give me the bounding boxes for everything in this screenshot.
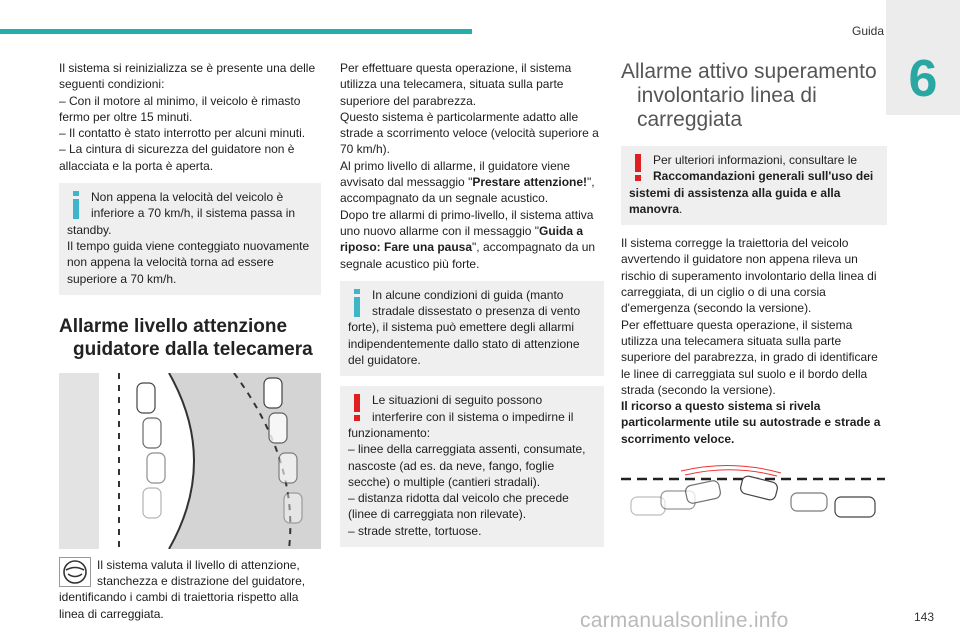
chapter-tab bbox=[886, 0, 960, 115]
message-label: Guida a riposo: Fare una pausa bbox=[340, 223, 584, 255]
reset-condition: – Il contatto è stato interrotto per alcuni minuti. bbox=[59, 126, 306, 141]
info-icon bbox=[69, 191, 83, 219]
paragraph: Dopo tre allarmi di primo-livello, il sistema attiva uno nuovo allarme con il messaggio "Guida a riposo: Fare una pausa", accompagnato da un segnale acustico più forte. bbox=[340, 207, 596, 271]
reset-condition: – La cintura di sicurezza del guidatore non è allacciata e la porta è aperta. bbox=[59, 142, 295, 173]
driver-attention-illustration bbox=[59, 373, 321, 549]
attention-description: Il sistema valuta il livello di attenzione, stanchezza e distrazione del guidatore, identificando i cambi di traiettoria rispetto alla linea di carreggiata. bbox=[59, 557, 306, 621]
paragraph: Il sistema corregge la traiettoria del veicolo avvertendo il guidatore non appena rileva un rischio di superamento involontario della linea di carreggiata, di un ciglio o di una corsia d'emergenza (secondo la versione). bbox=[621, 236, 877, 316]
section-heading: Allarme livello attenzione guidatore dalla telecamera bbox=[59, 315, 313, 360]
warning-icon bbox=[631, 154, 645, 182]
section-heading: Allarme attivo superamento involontario linea di carreggiata bbox=[621, 60, 877, 131]
message-label: Prestare attenzione! bbox=[472, 175, 588, 190]
warning-text: Per ulteriori informazioni, consultare le Raccomandazioni generali sull'uso dei sistemi di assistenza alla guida e alla manovra. bbox=[629, 153, 874, 216]
warning-box bbox=[621, 146, 887, 225]
driver-attention-icon bbox=[59, 557, 91, 587]
paragraph: Il ricorso a questo sistema si rivela particolarmente utile su autostrade e strade a scorrimento veloce. bbox=[621, 399, 881, 446]
warning-item: – distanza ridotta dal veicolo che precede (linee di carreggiata non rilevate). bbox=[348, 491, 569, 522]
paragraph: Al primo livello di allarme, il guidatore viene avvisato dal messaggio "Prestare attenzione!", accompagnato da un segnale acustico. bbox=[340, 158, 595, 206]
info-box bbox=[340, 281, 604, 376]
info-text: In alcune condizioni di guida (manto stradale dissestato o presenza di vento forte), il sistema può emettere degli allarmi indipendentemente dallo stato di attenzione del guidatore. bbox=[348, 287, 581, 368]
warning-item: – strade strette, tortuose. bbox=[348, 523, 482, 538]
reset-condition: – Con il motore al minimo, il veicolo è rimasto fermo per oltre 15 minuti. bbox=[59, 93, 301, 124]
reference-title: Raccomandazioni generali sull'uso dei sistemi di assistenza alla guida e alla manovra bbox=[629, 169, 874, 216]
attention-symbol-paragraph bbox=[59, 557, 321, 622]
column-3 bbox=[621, 60, 887, 531]
paragraph: Per effettuare questa operazione, il sistema utilizza una telecamera, situata sulla parte superiore del parabrezza. bbox=[340, 61, 572, 108]
warning-box bbox=[340, 386, 604, 547]
info-box bbox=[59, 183, 321, 295]
lane-keep-illustration bbox=[621, 461, 885, 531]
reset-intro: Il sistema si reinizializza se è presente una delle seguenti condizioni: bbox=[59, 61, 316, 92]
info-line: Non appena la velocità del veicolo è inferiore a 70 km/h, il sistema passa in standby. bbox=[67, 190, 296, 237]
paragraph: Questo sistema è particolarmente adatto alle strade a scorrimento veloce (velocità superiore a 70 km/h). bbox=[340, 109, 599, 157]
column-2 bbox=[340, 60, 604, 557]
chapter-number: 6 bbox=[908, 50, 938, 108]
page-number: 143 bbox=[914, 610, 935, 624]
section-title: Guida bbox=[852, 24, 885, 38]
column-1 bbox=[59, 60, 321, 622]
warning-item: – linee della carreggiata assenti, consumate, nascoste (ad es. da neve, fango, foglie secche) o multiple (cantieri stradali). bbox=[348, 442, 586, 489]
watermark: carmanualsonline.info bbox=[580, 609, 789, 632]
warning-intro: Le situazioni di seguito possono interferire con il sistema o impedirne il funzionamento: bbox=[348, 393, 574, 440]
paragraph: Per effettuare questa operazione, il sistema utilizza una telecamera situata sulla parte superiore del parabrezza, in grado di identificare le linee di carreggiata sul suolo e il bordo della strada (secondo la versione). bbox=[621, 317, 878, 397]
warning-icon bbox=[350, 394, 364, 422]
header-accent-bar bbox=[0, 29, 472, 34]
info-icon bbox=[350, 289, 364, 317]
info-line: Il tempo guida viene conteggiato nuovamente non appena la velocità torna ad essere superiore a 70 km/h. bbox=[67, 238, 310, 286]
